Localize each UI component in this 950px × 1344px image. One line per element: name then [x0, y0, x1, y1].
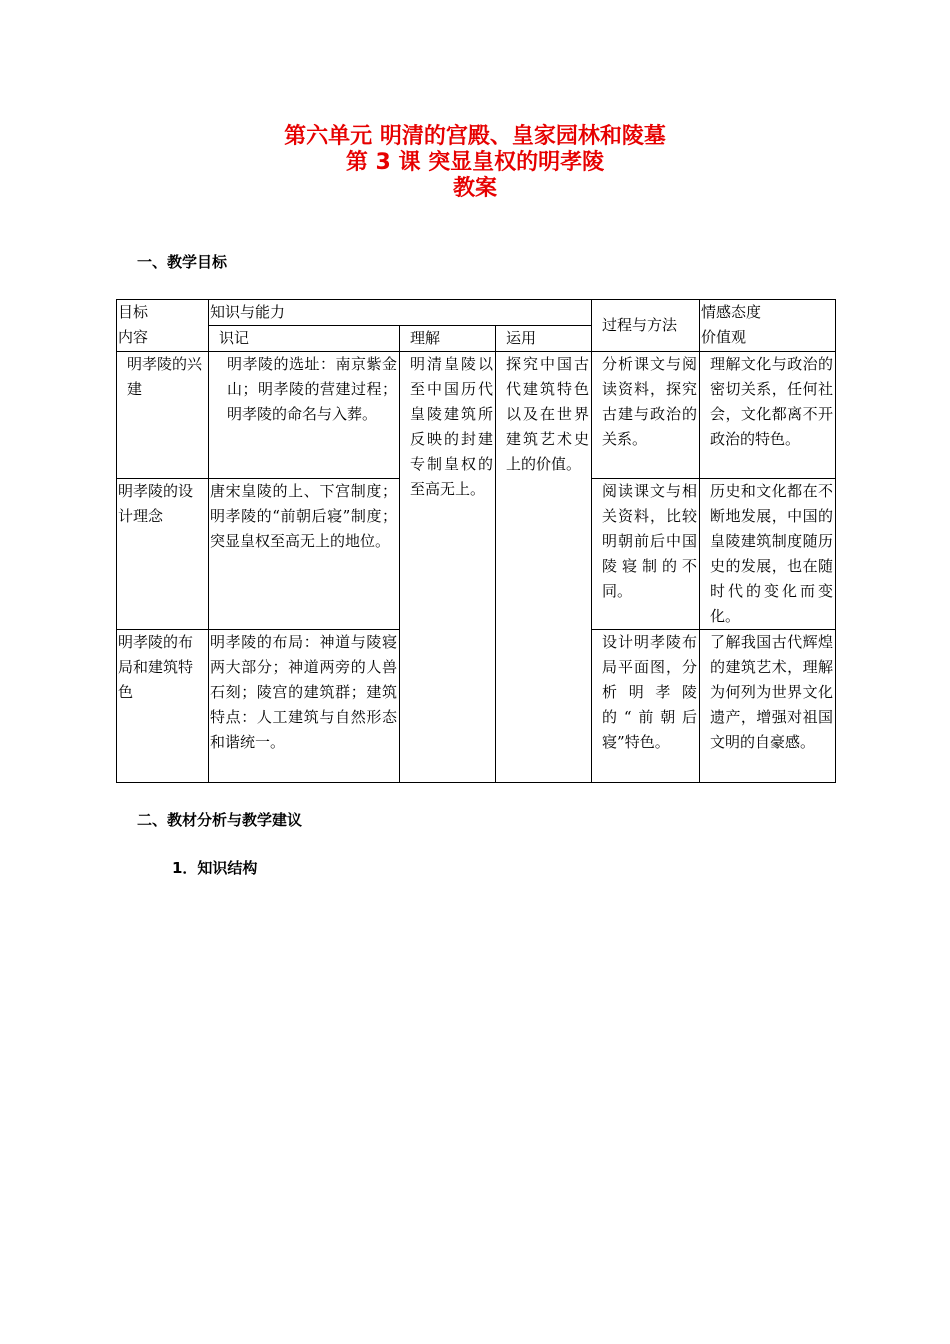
row-content: 明孝陵的兴建: [117, 352, 209, 479]
header-goal-label: 目标: [118, 303, 149, 321]
header-understand: 理解: [400, 326, 496, 352]
header-emotion-label-1: 情感态度: [701, 303, 762, 321]
section-heading-teaching-goals: 一、教学目标: [137, 253, 228, 271]
row-memory: 唐宋皇陵的上、下宫制度；明孝陵的“前朝后寝”制度；突显皇权至高无上的地位。: [209, 479, 400, 630]
header-apply: 运用: [496, 326, 592, 352]
header-emotion-label-2: 价值观: [701, 328, 747, 346]
row-content: 明孝陵的布局和建筑特色: [117, 630, 209, 783]
row-memory: 明孝陵的选址：南京紫金山；明孝陵的营建过程；明孝陵的命名与入葬。: [209, 352, 400, 479]
teaching-goals-table: [116, 299, 836, 783]
row-process: 设计明孝陵布局平面图，分析明孝陵的“前朝后寝”特色。: [592, 630, 700, 783]
header-goal-content: [117, 300, 209, 352]
subsection-heading-structure: 1．知识结构: [172, 859, 258, 877]
row-memory: 明孝陵的布局：神道与陵寝两大部分；神道两旁的人兽石刻；陵宫的建筑群；建筑特点：人工建筑与自然形态和谐统一。: [209, 630, 400, 783]
row-process: 阅读课文与相关资料，比较明朝前后中国陵寝制的不同。: [592, 479, 700, 630]
apply-merged-cell: 探究中国古代建筑特色以及在世界建筑艺术史上的价值。: [496, 352, 592, 783]
row-process: 分析课文与阅读资料，探究古建与政治的关系。: [592, 352, 700, 479]
header-process: 过程与方法: [592, 300, 700, 352]
row-emotion: 历史和文化都在不断地发展，中国的皇陵建筑制度随历史的发展，也在随时代的变化而变化。: [700, 479, 836, 630]
header-knowledge: 知识与能力: [209, 300, 592, 326]
section-heading-analysis: 二、教材分析与教学建议: [137, 811, 303, 829]
row-emotion: 理解文化与政治的密切关系，任何社会，文化都离不开政治的特色。: [700, 352, 836, 479]
document-title-type: 教案: [452, 176, 497, 201]
row-emotion: 了解我国古代辉煌的建筑艺术，理解为何列为世界文化遗产，增强对祖国文明的自豪感。: [700, 630, 836, 783]
row-content: 明孝陵的设计理念: [117, 479, 209, 630]
header-content-label: 内容: [118, 328, 149, 346]
understand-merged-cell: 明清皇陵以至中国历代皇陵建筑所反映的封建专制皇权的至高无上。: [400, 352, 496, 783]
table-header-row: [117, 300, 836, 326]
header-emotion: [700, 300, 836, 352]
document-title-unit: 第六单元 明清的宫殿、皇家园林和陵墓: [284, 124, 666, 149]
table-row: [117, 352, 836, 479]
document-title-lesson: 第 3 课 突显皇权的明孝陵: [345, 150, 605, 175]
header-memory: 识记: [209, 326, 400, 352]
